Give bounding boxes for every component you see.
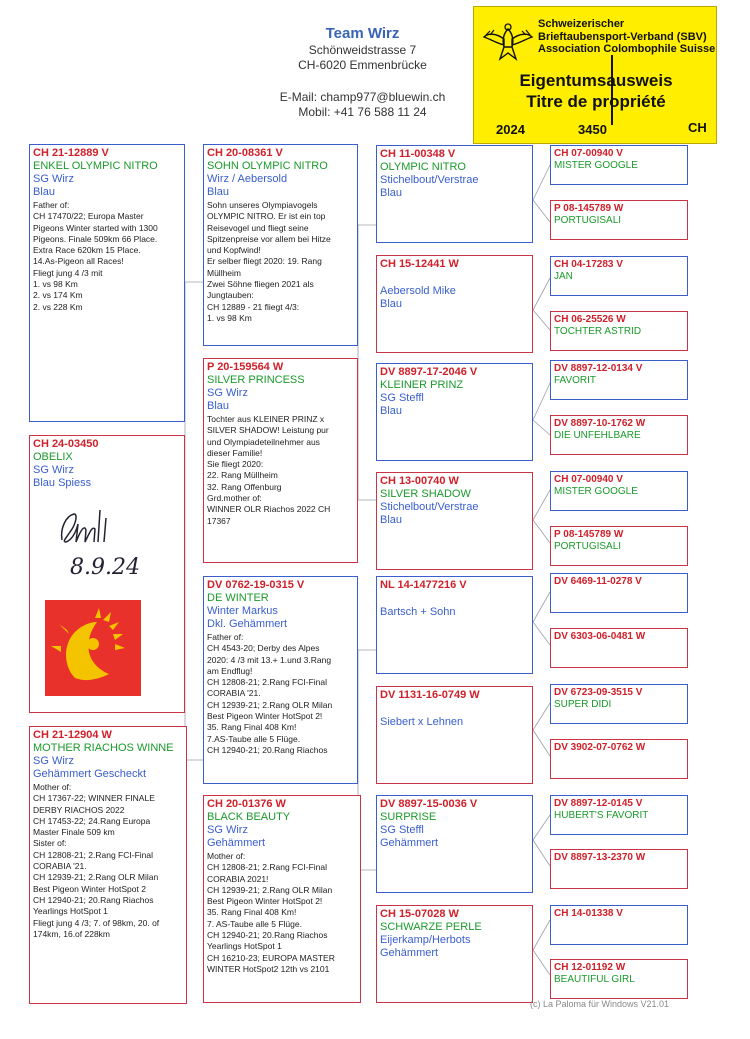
performance-notes: Sohn unseres Olympiavogels OLYMPIC NITRO. Er ist ein top Reisevogel und fliegt seine Spitzenpreise vor allem bei Hitze und Kopfwind! Er selber fliegt 2020: 19. Rang Müllheim Zwei Söhne fliegen 2021 als Jungtauben: CH 12889 - 21 fliegt 4/3: 1. vs 98 Km <box>207 200 331 323</box>
street-address: Schönweidstrasse 7 <box>308 43 417 57</box>
breeder: SG Wirz <box>33 755 74 767</box>
breeder: Stichelbout/Verstrae <box>380 501 479 513</box>
great-great-grandparent-card: CH 07-00940 V MISTER GOOGLE <box>550 471 688 511</box>
svg-text:8.9.24: 8.9.24 <box>70 555 140 580</box>
great-grandparent-card <box>376 145 533 243</box>
association-name: Schweizerischer Brieftaubensport-Verband (SBV) Association Colombophile Suisse <box>538 18 716 55</box>
great-great-grandparent-card: DV 8897-10-1762 W DIE UNFEHLBARE <box>550 415 688 455</box>
great-great-grandparent-card: DV 6303-06-0481 W <box>550 628 688 668</box>
great-great-grandparent-card: DV 6469-11-0278 V <box>550 573 688 613</box>
great-great-grandparent-card: CH 14-01338 V <box>550 905 688 945</box>
breeder: Bartsch + Sohn <box>380 606 456 618</box>
ring-number: CH 15-12441 W <box>380 258 459 270</box>
paternal-grandfather-card <box>203 144 358 346</box>
breeder: Stichelbout/Verstrae <box>380 174 479 186</box>
great-great-grandparent-card: P 08-145789 W PORTUGISALI <box>550 526 688 566</box>
pigeon-name: SOHN OLYMPIC NITRO <box>207 160 328 172</box>
pigeon-name: SURPRISE <box>380 811 437 823</box>
great-grandparent-card <box>376 472 533 570</box>
plumage-color: Gehämmert <box>207 837 266 849</box>
certificate-title: Eigentumsausweis Titre de propriété <box>519 71 673 111</box>
plumage-color: Blau <box>207 400 230 412</box>
great-great-grandparent-card: DV 8897-13-2370 W <box>550 849 688 889</box>
email-line: E-Mail: champ977@bluewin.ch <box>279 90 446 104</box>
plumage-color: Gehämmert <box>380 837 439 849</box>
subject-pigeon-card <box>29 435 185 713</box>
maternal-grandfather-card <box>203 576 358 784</box>
breeder: Wirz / Aebersold <box>207 173 288 185</box>
great-great-grandparent-card: DV 6723-09-3515 V SUPER DIDI <box>550 684 688 724</box>
ring-number: CH 11-00348 V <box>380 148 456 160</box>
great-great-grandparent-card: CH 06-25526 W TOCHTER ASTRID <box>550 311 688 351</box>
great-grandparent-card <box>376 363 533 461</box>
ring-number: CH 24-03450 <box>33 438 99 450</box>
ring-year: 2024 <box>496 122 525 137</box>
breeder: SG Wirz <box>33 464 74 476</box>
breeder: Aebersold Mike <box>380 285 456 297</box>
great-great-grandparent-card: CH 04-17283 V JAN <box>550 256 688 296</box>
ring-number: NL 14-1477216 V <box>380 579 467 591</box>
city-address: CH-6020 Emmenbrücke <box>298 58 427 72</box>
great-grandparent-card <box>376 905 533 1003</box>
breeder: SG Wirz <box>33 173 74 185</box>
pigeon-name: SCHWARZE PERLE <box>380 921 482 933</box>
breeder: SG Steffl <box>380 392 424 404</box>
pigeon-name: MOTHER RIACHOS WINNE <box>33 742 174 754</box>
dove-logo-icon <box>482 21 534 65</box>
great-grandparent-card <box>376 795 533 893</box>
performance-notes: Father of: CH 17470/22; Europa Master Pigeons Winter started with 1300 Pigeons. Finale 509km 66 Place. Extra Race 620km 15 Place. 14.As-Pigeon all Races! Fliegt jung 4 /3 mit 1. vs 98 Km 2. vs 174 Km 2. vs 228 Km <box>33 200 158 312</box>
ring-number: DV 8897-15-0036 V <box>380 798 478 810</box>
pigeon-name: ENKEL OLYMPIC NITRO <box>33 160 158 172</box>
ring-number: CH 15-07028 W <box>380 908 459 920</box>
mobile-line: Mobil: +41 76 588 11 24 <box>298 105 427 119</box>
pigeon-name: OLYMPIC NITRO <box>380 161 466 173</box>
great-grandparent-card <box>376 255 533 353</box>
plumage-color: Gehämmert Gescheckt <box>33 768 147 780</box>
breeder-header <box>255 26 470 120</box>
plumage-color: Dkl. Gehämmert <box>207 618 288 630</box>
performance-notes: Mother of: CH 17367-22; WINNER FINALE DERBY RIACHOS 2022 CH 17453-22; 24.Rang Europa Master Finale 509 km Sister of: CH 12808-21; 2.Rang FCI-Final CORABIA '21. CH 12939-21; 2.Rang OLR Milan Best Pigeon Winter HotSpot 2 CH 12940-21; 20.Rang Riachos Yearlings HotSpot 1 Fliegt jung 4 /3; 7. of 98km, 20. of 174km, 16.of 228km <box>33 782 160 939</box>
maternal-grandmother-card <box>203 795 361 1003</box>
breeder: Winter Markus <box>207 605 278 617</box>
ring-number: DV 8897-17-2046 V <box>380 366 478 378</box>
pigeon-name: KLEINER PRINZ <box>380 379 464 391</box>
plumage-color: Blau <box>380 514 403 526</box>
great-great-grandparent-card: DV 8897-12-0145 V HUBERT'S FAVORIT <box>550 795 688 835</box>
pigeon-name: DE WINTER <box>207 592 269 604</box>
mother-card <box>29 726 187 1004</box>
paternal-grandmother-card <box>203 358 358 563</box>
plumage-color: Blau <box>207 186 230 198</box>
pigeon-name: BLACK BEAUTY <box>207 811 291 823</box>
performance-notes: Tochter aus KLEINER PRINZ x SILVER SHADOW! Leistung pur und Olympiadeteilnehmer aus dieser Familie! Sie fliegt 2020: 22. Rang Müllheim 32. Rang Offenburg Grd.mother of: WINNER OLR Riachos 2022 CH 17367 <box>207 414 331 526</box>
great-great-grandparent-card: P 08-145789 W PORTUGISALI <box>550 200 688 240</box>
ring-country: CH <box>688 120 707 135</box>
plumage-color: Blau <box>33 186 56 198</box>
great-great-grandparent-card: DV 8897-12-0134 V FAVORIT <box>550 360 688 400</box>
breeder: Eijerkamp/Herbots <box>380 934 471 946</box>
ring-number: CH 20-01376 W <box>207 798 286 810</box>
ring-number: CH 13-00740 W <box>380 475 459 487</box>
great-great-grandparent-card: DV 3902-07-0762 W <box>550 739 688 779</box>
breeder: SG Steffl <box>380 824 424 836</box>
great-great-grandparent-card: CH 07-00940 V MISTER GOOGLE <box>550 145 688 185</box>
plumage-color: Gehämmert <box>380 947 439 959</box>
ring-number: CH 20-08361 V <box>207 147 283 159</box>
great-grandparent-card <box>376 576 533 674</box>
breeder: SG Wirz <box>207 824 248 836</box>
ring-number: DV 1131-16-0749 W <box>380 689 480 701</box>
breeder: Siebert x Lehnen <box>380 716 464 728</box>
pigeon-name: OBELIX <box>33 451 73 463</box>
plumage-color: Blau <box>380 298 403 310</box>
ring-number: DV 0762-19-0315 V <box>207 579 305 591</box>
team-name: Team Wirz <box>325 25 400 42</box>
performance-notes: Mother of: CH 12808-21; 2.Rang FCI-Final CORABIA 2021! CH 12939-21; 2.Rang OLR Milan Best Pigeon Winter HotSpot 2! 35. Rang Final 408 Km! 7. AS-Taube alle 5 Flüge. CH 12940-21; 20.Rang Riachos Yearlings HotSpot 1 CH 16210-23; EUROPA MASTER WINTER HotSpot2 12th vs 2101 <box>207 851 335 974</box>
breeder: SG Wirz <box>207 387 248 399</box>
ownership-certificate-label <box>473 6 717 144</box>
ring-number: 3450 <box>578 122 607 137</box>
dove-stamp-logo-icon <box>45 600 141 696</box>
software-credit: (c) La Paloma für Windows V21.01 <box>530 999 670 1009</box>
performance-notes: Father of: CH 4543-20; Derby des Alpes 2020: 4 /3 mit 13.+ 1.und 3.Rang am Endflug! CH 12808-21; 2.Rang FCI-Final CORABIA '21. CH 12939-21; 2.Rang OLR Milan Best Pigeon Winter HotSpot 2! 35. Rang Final 408 Km! 7.AS-Taube alle 5 Flüge. CH 12940-21; 20.Rang Riachos <box>207 632 333 755</box>
pigeon-name: SILVER SHADOW <box>380 488 471 500</box>
ring-number: CH 21-12889 V <box>33 147 109 159</box>
ring-number: P 20-159564 W <box>207 361 284 373</box>
plumage-color: Blau Spiess <box>33 477 92 489</box>
pigeon-name: SILVER PRINCESS <box>207 374 305 386</box>
plumage-color: Blau <box>380 187 403 199</box>
great-grandparent-card <box>376 686 533 784</box>
great-great-grandparent-card: CH 12-01192 W BEAUTIFUL GIRL <box>550 959 688 999</box>
father-card <box>29 144 185 422</box>
ring-number: CH 21-12904 W <box>33 729 112 741</box>
plumage-color: Blau <box>380 405 403 417</box>
handwritten-signature <box>52 502 162 582</box>
